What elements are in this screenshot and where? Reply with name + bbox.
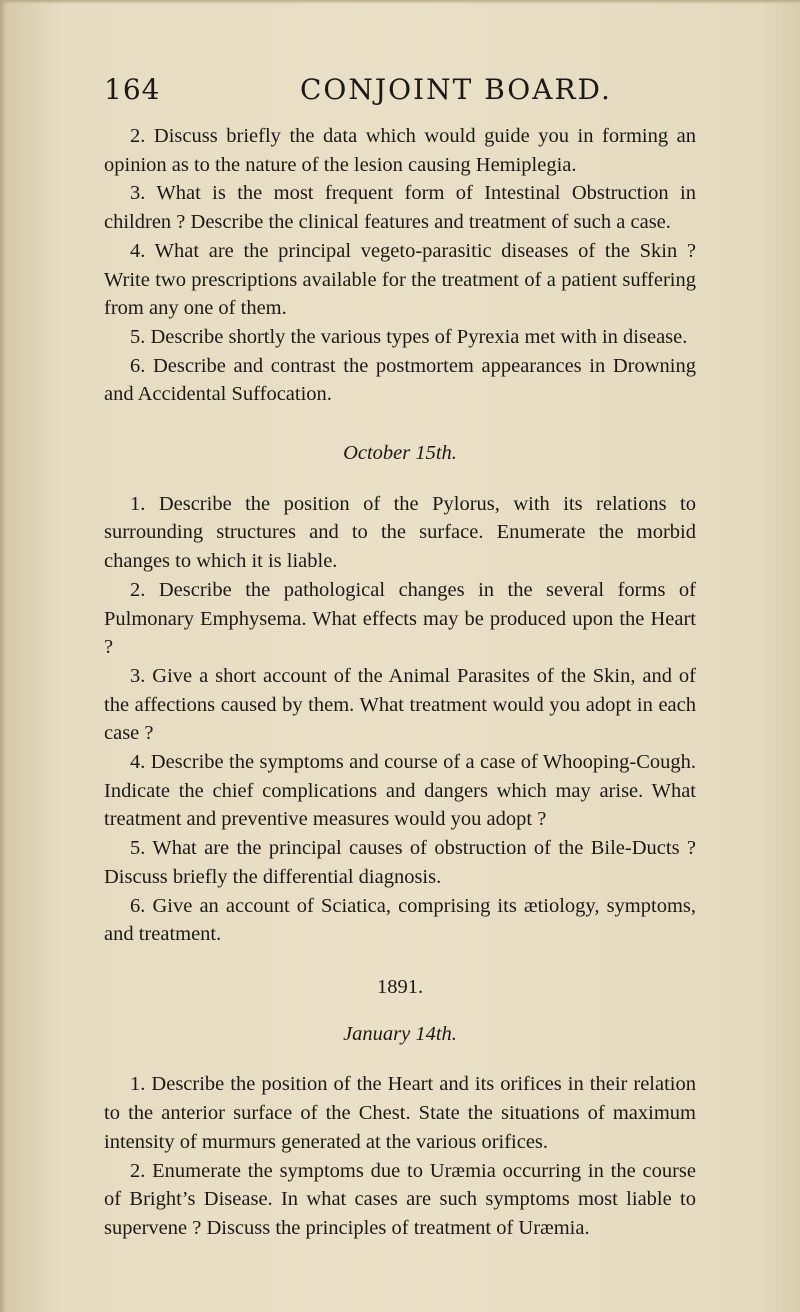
question-2: 2. Describe the pathological changes in the several forms of Pulmonary Emphysema. What effects may be produced upon the Heart ? xyxy=(104,578,696,659)
question-5: 5. Describe shortly the various types of Pyrexia met with in disease. xyxy=(130,325,688,348)
page-top-edge xyxy=(0,0,800,4)
page-number: 164 xyxy=(104,73,161,106)
question-6: 6. Describe and contrast the postmortem appearances in Drowning and Accidental Suffocation. xyxy=(104,354,696,406)
question-6: 6. Give an account of Sciatica, comprising its ætiology, symptoms, and treatment. xyxy=(104,894,696,946)
question-1: 1. Describe the position of the Pylorus, with its relations to surrounding structures and to the surface. Enumerate the morbid changes to which it is liable. xyxy=(104,492,696,573)
year-heading: 1891. xyxy=(376,975,424,998)
question-2: 2. Enumerate the symptoms due to Uræmia occurring in the course of Bright’s Disease. In what cases are such symptoms most liable to supervene ? Discuss the principles of treatment of Uræmia. xyxy=(104,1159,696,1239)
page-body xyxy=(104,122,696,1243)
question-3: 3. What is the most frequent form of Intestinal Obstruction in children ? Describe the clinical features and treatment of such a case. xyxy=(104,182,696,234)
page-gutter-shadow xyxy=(0,0,6,1312)
running-title: CONJOINT BOARD. xyxy=(300,73,612,106)
question-5: 5. What are the principal causes of obstruction of the Bile-Ducts ? Discuss briefly the differential diagnosis. xyxy=(104,837,696,888)
question-2: 2. Discuss briefly the data which would guide you in forming an opinion as to the nature of the lesion causing Hemiplegia. xyxy=(104,125,696,176)
running-head xyxy=(104,68,696,112)
question-1: 1. Describe the position of the Heart and its orifices in their relation to the anterior surface of the Chest. State the situations of maximum intensity of murmurs generated at the various orifices. xyxy=(104,1073,696,1153)
question-4: 4. Describe the symptoms and course of a case of Whooping-Cough. Indicate the chief complications and dangers which may arise. What treatment and preventive measures would you adopt ? xyxy=(104,751,696,831)
question-4: 4. What are the principal vegeto-parasitic diseases of the Skin ? Write two prescriptions available for the treatment of a patient suffering from any one of them. xyxy=(104,239,696,320)
section-heading-october: October 15th. xyxy=(343,442,457,465)
section-heading-january: January 14th. xyxy=(343,1022,457,1045)
question-3: 3. Give a short account of the Animal Parasites of the Skin, and of the affections caused by them. What treatment would you adopt in each case ? xyxy=(104,664,696,745)
